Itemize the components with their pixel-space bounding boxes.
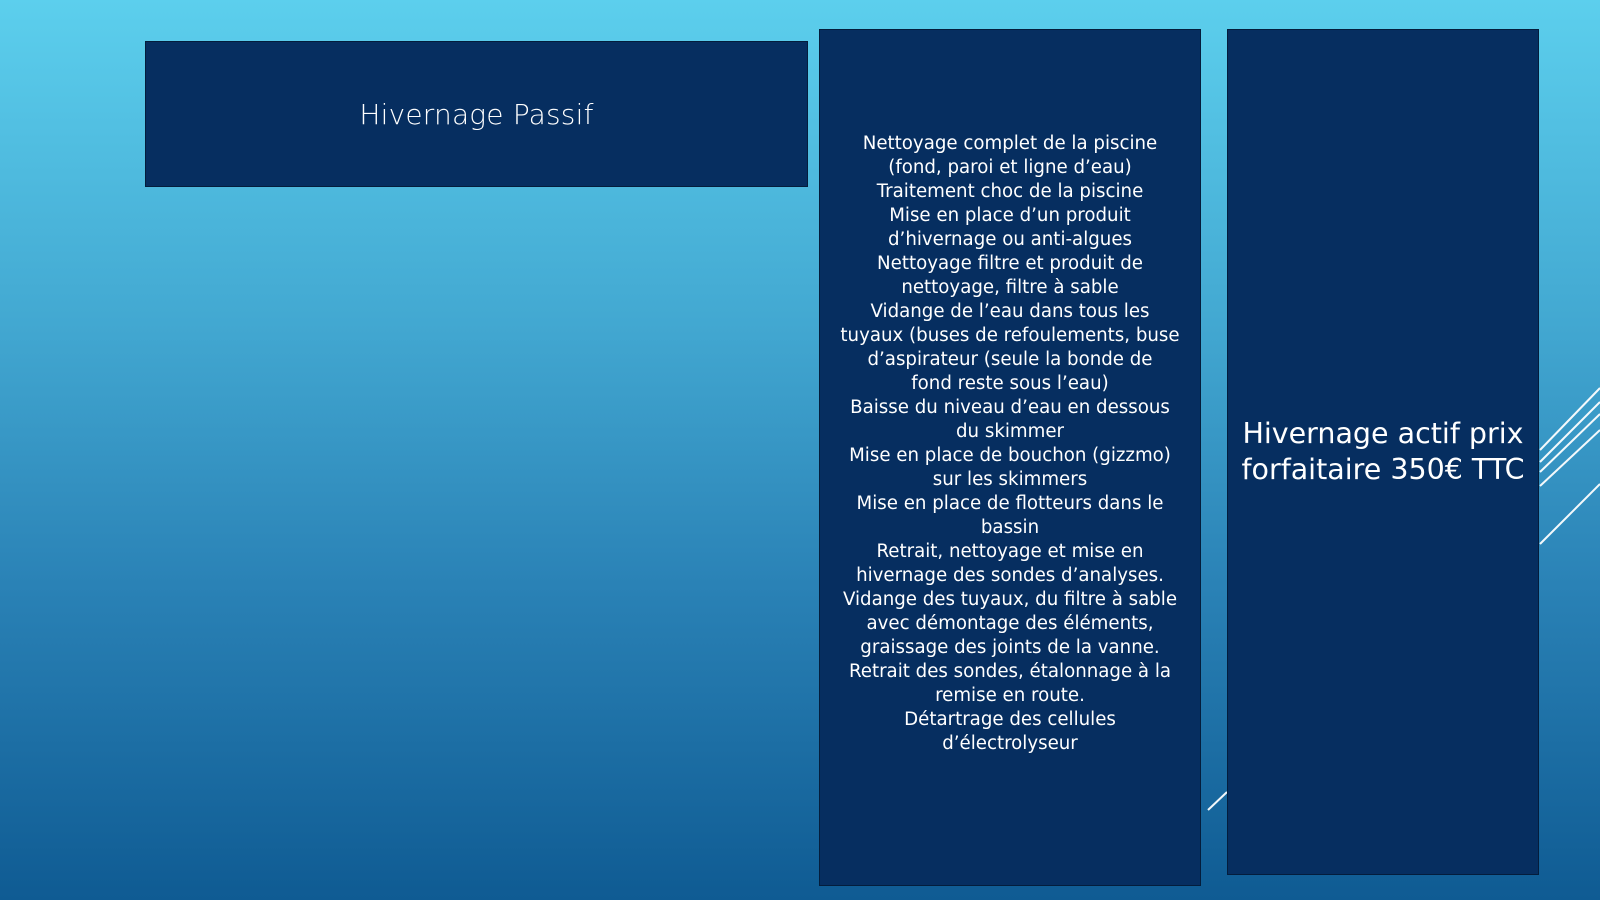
service-detail-line: bassin — [980, 516, 1040, 538]
service-detail-line: d’aspirateur (seule la bonde de — [867, 348, 1153, 370]
service-detail-line: hivernage des sondes d’analyses. — [856, 564, 1164, 586]
service-detail-line: d’hivernage ou anti-algues — [888, 228, 1132, 250]
service-detail-line: Vidange des tuyaux, du filtre à sable — [842, 588, 1178, 610]
service-detail-line: nettoyage, filtre à sable — [901, 276, 1119, 298]
service-detail-line: Vidange de l’eau dans tous les — [870, 300, 1150, 322]
title-box — [145, 41, 808, 187]
service-detail-line: Nettoyage filtre et produit de — [877, 252, 1143, 274]
service-detail-line: Nettoyage complet de la piscine — [862, 132, 1158, 154]
service-detail-line: remise en route. — [935, 684, 1085, 706]
deco-line — [1540, 484, 1600, 544]
service-detail-line: Retrait, nettoyage et mise en — [876, 540, 1144, 562]
service-detail-line: d’électrolyseur — [942, 732, 1078, 754]
deco-line — [1540, 402, 1600, 462]
service-detail-line: fond reste sous l’eau) — [911, 372, 1109, 394]
service-details-box — [819, 29, 1201, 886]
slide-title: Hivernage Passif — [359, 98, 594, 131]
service-detail-line: graissage des joints de la vanne. — [860, 636, 1160, 658]
service-detail-line: Baisse du niveau d’eau en dessous — [850, 396, 1170, 418]
deco-line — [1208, 792, 1227, 810]
deco-line — [1540, 430, 1600, 486]
service-detail-line: du skimmer — [955, 420, 1064, 442]
service-detail-line: tuyaux (buses de refoulements, buse — [840, 324, 1180, 346]
deco-line — [1540, 388, 1600, 450]
service-detail-line: Mise en place de bouchon (gizzmo) — [849, 444, 1171, 466]
price-box — [1227, 29, 1539, 875]
service-detail-line: Retrait des sondes, étalonnage à la — [848, 660, 1172, 682]
service-detail-line: sur les skimmers — [932, 468, 1088, 490]
service-detail-line: Mise en place d’un produit — [889, 204, 1131, 226]
service-detail-line: Détartrage des cellules — [904, 708, 1116, 730]
service-detail-line: avec démontage des éléments, — [866, 612, 1154, 634]
service-detail-line: (fond, paroi et ligne d’eau) — [888, 156, 1132, 178]
service-detail-line: Traitement choc de la piscine — [876, 180, 1144, 202]
price-text: Hivernage actif prix forfaitaire 350€ TTC — [1241, 417, 1525, 486]
service-detail-line: Mise en place de flotteurs dans le — [856, 492, 1164, 514]
deco-line — [1540, 414, 1600, 472]
